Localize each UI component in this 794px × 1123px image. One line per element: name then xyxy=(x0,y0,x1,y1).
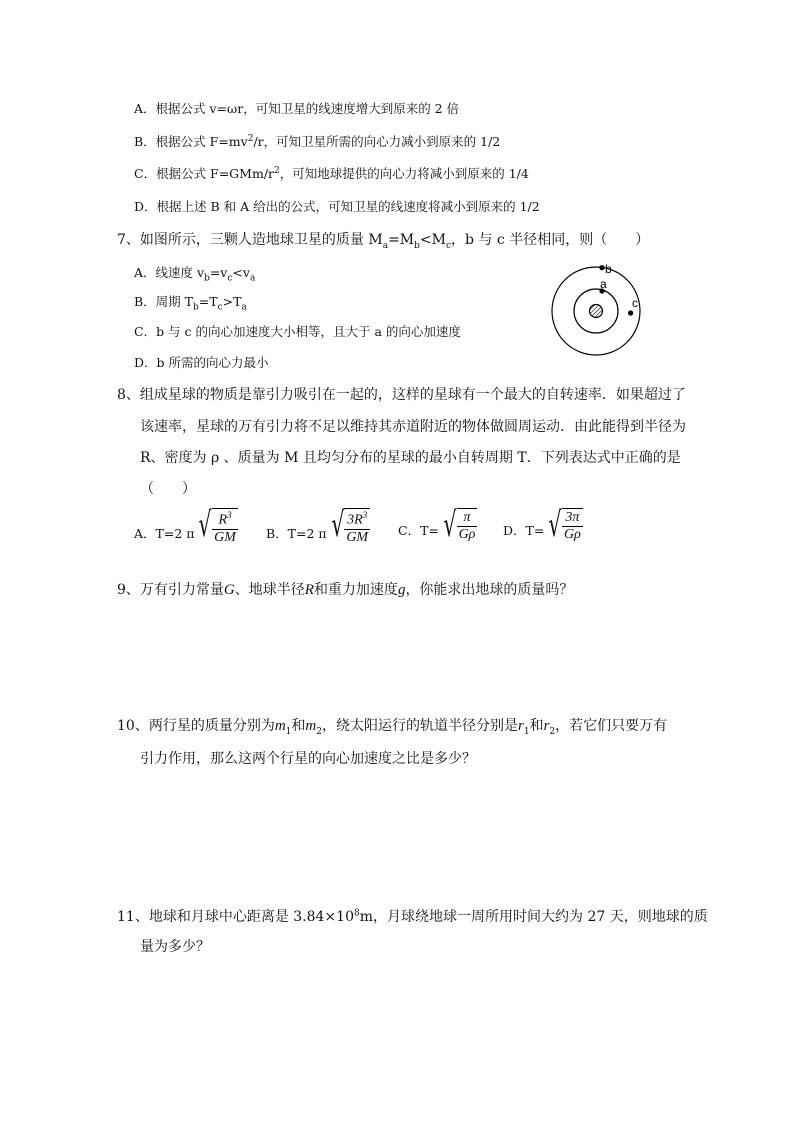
q11-text-1: 11、地球和月球中心距离是 3.84×10 xyxy=(117,909,354,925)
q6-option-c xyxy=(134,164,529,182)
q10-r1-sub: 1 xyxy=(523,726,530,737)
q7-option-b-sub-a: a xyxy=(241,302,247,313)
label-b: b xyxy=(605,262,612,276)
q8-b-num: 3R xyxy=(347,512,363,528)
q8-option-a-label: A．T=2 π xyxy=(134,525,195,541)
q10-m2: m xyxy=(305,718,317,734)
q9-text-1: 9、万有引力常量 xyxy=(117,582,224,598)
q8-a-exp: 3 xyxy=(227,510,232,520)
q6-option-b-exp: 2 xyxy=(247,133,254,144)
q7-option-a-sub-c: c xyxy=(227,273,233,284)
q7-sub-b: b xyxy=(414,240,420,251)
q8-line-2: 该速率，星球的万有引力将不足以维持其赤道附近的物体做圆周运动．由此能得到半径为 xyxy=(140,419,686,435)
q9-var-g-const: G xyxy=(223,582,235,598)
q7-stem-part2: =M xyxy=(388,232,415,248)
q8-option-a-sqrt: √ $\frac{R^3}{GM}$ xyxy=(198,505,236,545)
q8-c-den: Gρ xyxy=(458,527,476,543)
q8-a-num: R xyxy=(218,512,228,528)
q11-text-2: m，月球绕地球一周所用时间大约为 27 天，则地球的质 xyxy=(359,909,708,925)
q6-option-c-exp: 2 xyxy=(274,165,280,176)
q8-option-d-sqrt: √ $\frac{3\pi}{G\rho}$ xyxy=(548,505,581,545)
q7-option-b-part1: B．周期 T xyxy=(134,294,193,309)
satellite-c xyxy=(628,310,633,315)
q7-option-a xyxy=(134,263,255,284)
q10-r2-sub: 2 xyxy=(549,726,556,737)
q6-option-d: D．根据上述 B 和 A 给出的公式，可知卫星的线速度将减小到原来的 1/2 xyxy=(134,199,540,214)
q7-stem-part3: <M xyxy=(419,232,446,248)
q10-line-1 xyxy=(117,715,667,737)
q7-option-c: C．b 与 c 的向心加速度大小相等，且大于 a 的向心加速度 xyxy=(134,324,461,339)
q8-d-den: Gρ xyxy=(564,527,581,543)
q10-m1-sub: 1 xyxy=(285,726,292,737)
q9-var-r: R xyxy=(304,582,314,598)
q8-option-c xyxy=(398,505,477,545)
q8-option-d xyxy=(503,505,583,545)
q10-m1: m xyxy=(274,718,286,734)
q7-option-b-sub-b: b xyxy=(193,302,199,313)
earth-icon xyxy=(590,305,603,318)
q7-stem-part4: ，b 与 c 半径相同，则（ ） xyxy=(451,232,650,248)
q7-option-a-sub-b: b xyxy=(204,273,210,284)
q10-text-3: ，绕太阳运行的轨道半径分别是 xyxy=(321,718,518,734)
q10-line-2: 引力作用，那么这两个行星的向心加速度之比是多少？ xyxy=(140,751,476,767)
q10-text-1: 10、两行星的质量分别为 xyxy=(117,718,275,734)
q7-option-b-part2: =T xyxy=(198,294,218,309)
q8-c-num: π xyxy=(457,510,478,527)
q8-option-c-label: C．T= xyxy=(398,523,439,539)
q7-option-b-sub-c: c xyxy=(217,302,223,313)
q7-option-b-part3: >T xyxy=(222,294,242,309)
q8-d-num: 3π xyxy=(562,510,583,527)
q8-option-d-label: D．T= xyxy=(503,523,545,539)
q8-option-b-label: B．T=2 π xyxy=(266,525,327,541)
q7-stem-part1: 7、如图所示，三颗人造地球卫星的质量 M xyxy=(117,232,383,248)
q9-var-g: g xyxy=(397,582,406,598)
q8-line-1: 8、组成星球的物质是靠引力吸引在一起的，这样的星球有一个最大的自转速率．如果超过了 xyxy=(117,387,686,403)
q6-option-c-pre: C．根据公式 F=GMm/r xyxy=(134,166,275,181)
q9-question xyxy=(117,579,573,599)
q8-option-c-sqrt: √ $\frac{\pi}{G\rho}$ xyxy=(443,505,476,545)
q8-option-b xyxy=(266,505,370,546)
q10-text-4: 和 xyxy=(529,718,544,734)
q9-text-3: 和重力加速度 xyxy=(313,582,398,598)
q6-option-c-post: ，可知地球提供的向心力将减小到原来的 1/4 xyxy=(279,166,529,181)
q8-a-den: GM xyxy=(214,529,236,545)
q7-sub-a: a xyxy=(382,240,389,251)
q8-line-4: （ ） xyxy=(140,481,196,497)
q8-option-a xyxy=(134,505,238,546)
q11-line-2: 量为多少？ xyxy=(140,939,210,955)
q7-option-a-part2: =v xyxy=(209,265,228,280)
q8-b-den: GM xyxy=(346,529,369,545)
q6-option-b-pre: B．根据公式 F=mv xyxy=(134,134,248,149)
q10-text-5: ，若它们只要万有 xyxy=(555,718,668,734)
q11-line-1 xyxy=(117,906,708,926)
q7-stem xyxy=(117,229,649,251)
q7-sub-c: c xyxy=(446,240,452,251)
q8-option-b-sqrt: √ $\frac{3R^3}{GM}$ xyxy=(330,505,369,545)
q7-option-a-sub-a: a xyxy=(249,273,256,284)
q9-text-2: 、地球半径 xyxy=(234,582,305,598)
q6-option-b-post: /r，可知卫星所需的向心力减小到原来的 1/2 xyxy=(253,134,501,149)
q10-text-2: 和 xyxy=(291,718,306,734)
q7-option-a-part1: A．线速度 v xyxy=(134,265,205,280)
q6-option-b xyxy=(134,132,500,150)
q11-exponent: 8 xyxy=(353,908,360,919)
label-a: a xyxy=(600,277,607,291)
q7-option-d: D．b 所需的向心力最小 xyxy=(134,355,269,370)
orbit-diagram xyxy=(550,260,660,370)
q6-option-a: A．根据公式 v=ωr，可知卫星的线速度增大到原来的 2 倍 xyxy=(134,101,460,116)
q8-b-exp: 3 xyxy=(362,510,368,520)
q9-text-4: ，你能求出地球的质量吗？ xyxy=(405,582,574,598)
q7-option-b xyxy=(134,292,247,313)
satellite-b xyxy=(599,265,604,270)
label-c: c xyxy=(632,296,638,310)
q10-r1: r xyxy=(517,718,524,734)
q10-m2-sub: 2 xyxy=(316,726,322,737)
q10-r2: r xyxy=(543,718,550,734)
q7-option-a-part3: <v xyxy=(232,265,250,280)
q8-line-3: R、密度为 ρ 、质量为 M 且均匀分布的星球的最小自转周期 T．下列表达式中正确的是 xyxy=(140,450,681,466)
